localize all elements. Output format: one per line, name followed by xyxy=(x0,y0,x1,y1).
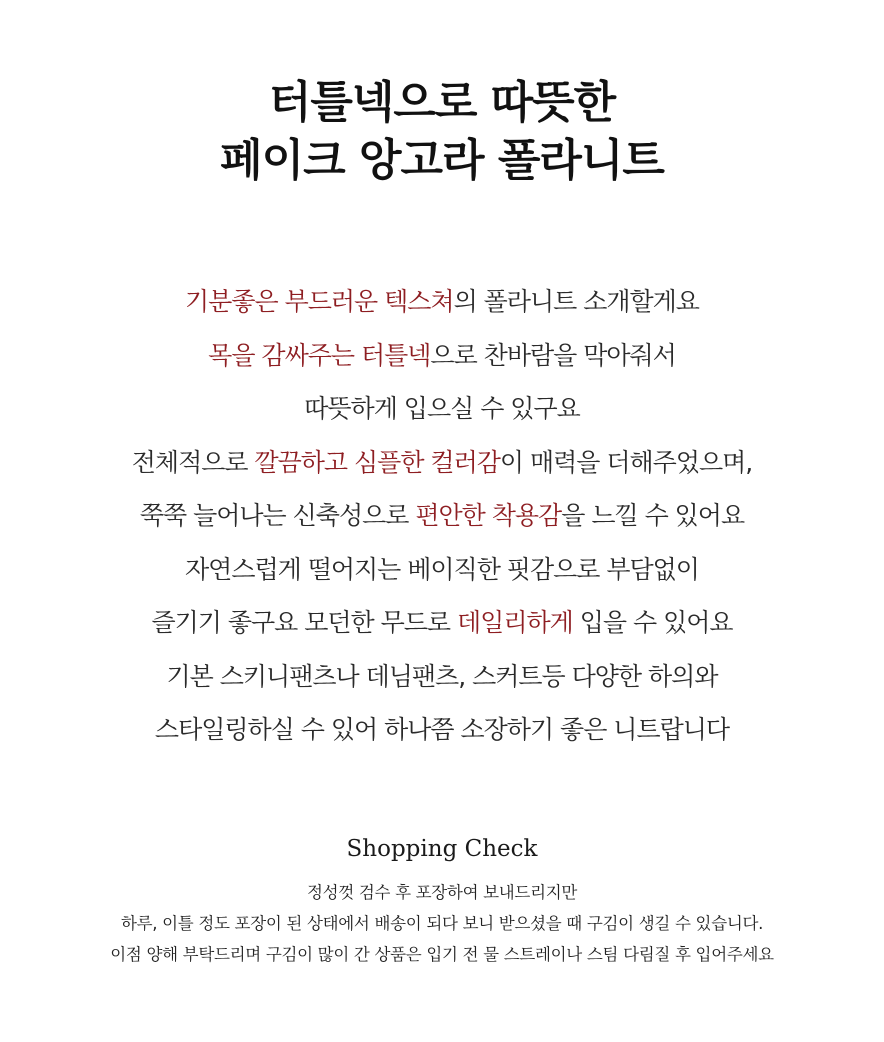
description-line xyxy=(0,436,884,490)
product-description xyxy=(0,275,884,757)
description-text: 입을 수 있어요 xyxy=(572,608,733,637)
headline-line-2: 페이크 앙고라 폴라니트 xyxy=(220,135,664,186)
description-line xyxy=(0,596,884,650)
description-text: 을 느낄 수 있어요 xyxy=(561,501,745,530)
highlighted-text: 편안한 착용감 xyxy=(415,501,562,530)
description-line xyxy=(0,543,884,597)
shopping-check-title: Shopping Check xyxy=(346,836,538,862)
description-text: 쭉쭉 늘어나는 신축성으로 xyxy=(139,501,416,530)
description-text: 전체적으로 xyxy=(131,447,255,477)
shopping-check-note: 이점 양해 부탁드리며 구김이 많이 간 상품은 입기 전 물 스트레이나 스팀 다림질 후 입어주세요 xyxy=(110,945,774,964)
shopping-check-note: 하루, 이틀 정도 포장이 된 상태에서 배송이 되다 보니 받으셨을 때 구김이 생길 수 있습니다. xyxy=(120,914,764,933)
highlighted-text: 기분좋은 부드러운 텍스쳐 xyxy=(185,287,454,316)
description-text: 스타일링하실 수 있어 하나쯤 소장하기 좋은 니트랍니다 xyxy=(154,715,730,744)
description-text: 즐기기 좋구요 모던한 무드로 xyxy=(151,608,458,637)
description-line xyxy=(0,329,884,383)
description-text: 이 매력을 더해주었으며, xyxy=(499,447,753,477)
shopping-check-note: 정성껏 검수 후 포장하여 보내드리지만 xyxy=(306,883,577,902)
description-line xyxy=(0,650,884,704)
highlighted-text: 목을 감싸주는 터틀넥 xyxy=(208,340,431,370)
description-line xyxy=(0,489,884,543)
highlighted-text: 깔끔하고 심플한 컬러감 xyxy=(254,447,500,477)
description-text: 의 폴라니트 소개할게요 xyxy=(453,287,699,316)
description-text: 따뜻하게 입으실 수 있구요 xyxy=(304,394,580,423)
description-line xyxy=(0,382,884,436)
description-text: 으로 찬바람을 막아줘서 xyxy=(430,340,676,370)
highlighted-text: 데일리하게 xyxy=(457,608,573,637)
shopping-check-notes xyxy=(0,877,884,970)
description-text: 자연스럽게 떨어지는 베이직한 핏감으로 부담없이 xyxy=(185,554,699,584)
description-line xyxy=(0,275,884,329)
description-text: 기본 스키니팬츠나 데님팬츠, 스커트등 다양한 하의와 xyxy=(166,661,718,691)
product-headline xyxy=(0,74,884,190)
headline-line-1: 터틀넥으로 따뜻한 xyxy=(268,77,616,128)
description-line xyxy=(0,703,884,757)
